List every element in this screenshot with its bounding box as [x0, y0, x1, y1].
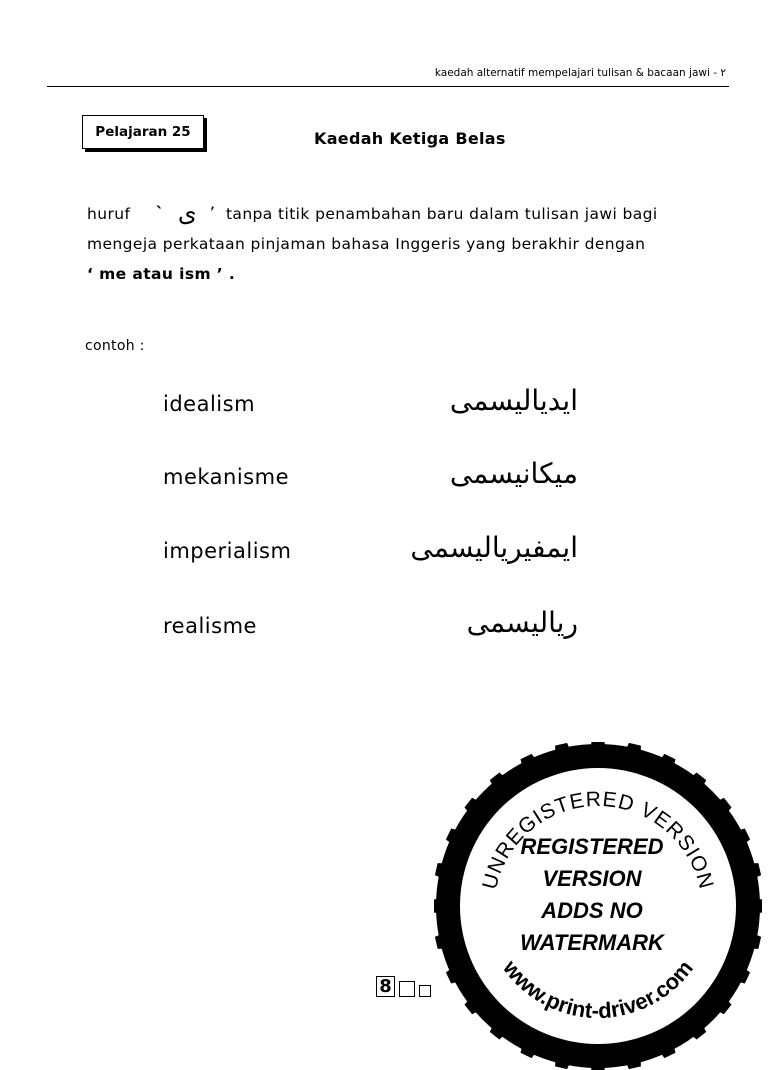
example-jawi: ميكانيسمى — [449, 457, 578, 490]
intro-paragraph — [87, 196, 727, 289]
example-latin: imperialism — [163, 539, 292, 563]
example-jawi: رياليسمى — [466, 606, 578, 639]
example-row — [0, 531, 768, 579]
lesson-title: Kaedah Ketiga Belas — [314, 129, 506, 148]
lesson-label: Pelajaran 25 — [95, 124, 191, 140]
stamp-tooth — [589, 742, 608, 756]
example-latin: idealism — [163, 392, 256, 416]
page-number — [376, 976, 431, 997]
page-number-box — [419, 985, 431, 997]
open-quote: ` — [155, 204, 165, 224]
header-rule — [47, 86, 729, 87]
example-row — [0, 457, 768, 505]
intro-line-1-rest: tanpa titik penambahan baru dalam tulisan jawi bagi — [225, 205, 658, 223]
stamp-tooth — [434, 897, 448, 916]
stamp-tooth — [589, 1056, 608, 1070]
page-number-box — [399, 981, 415, 997]
stamp-url: www.print-driver.com — [498, 955, 698, 1024]
lesson-label-box — [82, 115, 204, 149]
example-jawi: ايدياليسمى — [449, 384, 578, 417]
example-latin: mekanisme — [163, 465, 289, 489]
stamp-tooth — [748, 897, 762, 916]
stamp-line-1: REGISTERED — [520, 834, 664, 859]
example-row — [0, 384, 768, 432]
example-row — [0, 606, 768, 654]
example-latin: realisme — [163, 614, 257, 638]
examples-label: contoh : — [85, 338, 145, 354]
stamp-line-3: ADDS NO — [541, 898, 643, 923]
intro-line-1 — [87, 196, 727, 229]
example-jawi: ايمفيرياليسمى — [410, 531, 578, 564]
close-quote: ’ — [209, 204, 216, 224]
stamp-arc-text: UNREGISTERED VERSION — [478, 787, 718, 892]
header-title: kaedah alternatif mempelajari tulisan & bacaan jawi - ٢ — [434, 67, 726, 79]
word-huruf: huruf — [87, 205, 131, 223]
jawi-letter-ya: ى — [177, 199, 197, 227]
intro-line-3: ‘ me atau ism ’ . — [87, 265, 236, 283]
stamp-line-2: VERSION — [542, 866, 642, 891]
page-number-value: 8 — [376, 976, 395, 997]
stamp-line-4: WATERMARK — [520, 930, 664, 955]
watermark-stamp — [434, 742, 762, 1070]
intro-line-2: mengeja perkataan pinjaman bahasa Inggeris yang berakhir dengan — [87, 235, 646, 253]
